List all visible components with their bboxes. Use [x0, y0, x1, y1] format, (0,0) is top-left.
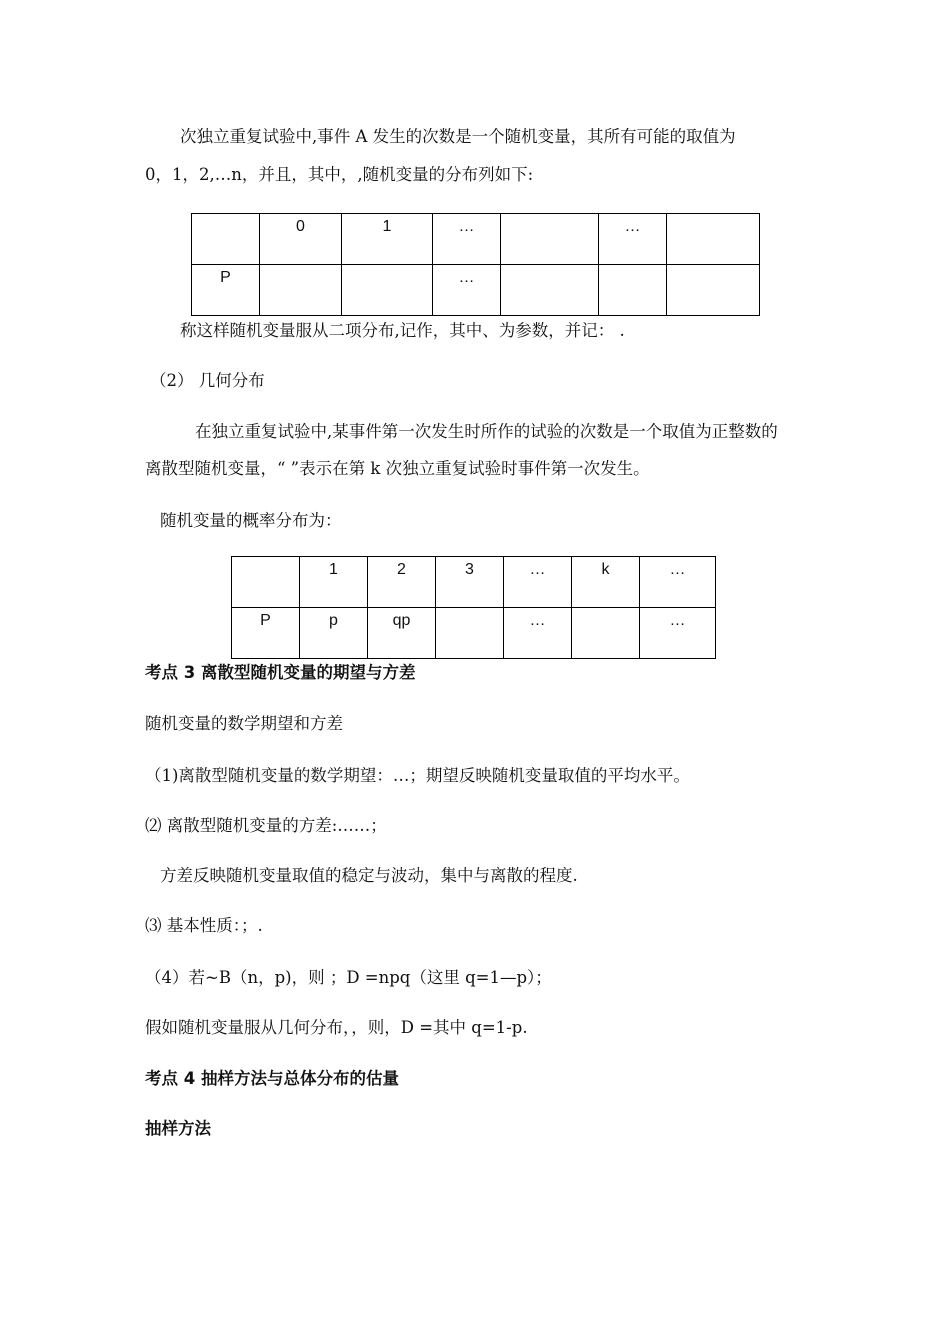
table-cell: 2 [368, 557, 436, 608]
table-cell: 1 [300, 557, 368, 608]
table-cell: … [504, 557, 572, 608]
table-cell: … [433, 214, 501, 265]
table-cell [667, 265, 760, 316]
table-row [232, 557, 716, 608]
geometric-distribution-table [231, 556, 716, 659]
binomial-expectation-item: （4）若~B（n，p)，则 ；D =npq（这里 q=1—p）； [145, 968, 552, 987]
expectation-item: （1)离散型随机变量的数学期望：…；期望反映随机变量取值的平均水平。 [145, 766, 690, 785]
geometric-intro: 随机变量的概率分布为： [160, 511, 342, 530]
table-cell: … [640, 608, 716, 659]
table-cell [260, 265, 342, 316]
table-cell [232, 557, 300, 608]
table-cell: … [599, 214, 667, 265]
table-cell: P [192, 265, 260, 316]
geometric-heading: （2） 几何分布 [150, 371, 265, 390]
variance-note: 方差反映随机变量取值的稳定与波动，集中与离散的程度. [160, 866, 578, 885]
table-row [232, 608, 716, 659]
table-cell [342, 265, 433, 316]
table-cell: k [572, 557, 640, 608]
binomial-distribution-table [191, 213, 760, 316]
geometric-para-line-2: 离散型随机变量，“ ”表示在第 k 次独立重复试验时事件第一次发生。 [145, 459, 650, 478]
table-cell: 0 [260, 214, 342, 265]
table-cell [436, 608, 504, 659]
section-4-subheading: 抽样方法 [145, 1119, 211, 1138]
section-3-heading: 考点 3 离散型随机变量的期望与方差 [145, 663, 416, 682]
table-cell: P [232, 608, 300, 659]
binomial-line-1: 次独立重复试验中,事件 A 发生的次数是一个随机变量，其所有可能的取值为 [180, 127, 736, 146]
section-4-heading: 考点 4 抽样方法与总体分布的估量 [145, 1069, 399, 1088]
table-row [192, 214, 760, 265]
table-cell [501, 265, 599, 316]
section-3-subheading: 随机变量的数学期望和方差 [145, 714, 343, 733]
table-cell: 1 [342, 214, 433, 265]
table-row [192, 265, 760, 316]
table-cell [572, 608, 640, 659]
table-cell: … [433, 265, 501, 316]
geometric-expectation-item: 假如随机变量服从几何分布，，则，D =其中 q=1-p. [145, 1018, 528, 1037]
binomial-line-2: 0，1，2,…n，并且，其中，,随机变量的分布列如下: [145, 165, 534, 184]
table-cell: 3 [436, 557, 504, 608]
geometric-para-line-1: 在独立重复试验中,某事件第一次发生时所作的试验的次数是一个取值为正整数的 [195, 422, 778, 441]
table-cell: … [504, 608, 572, 659]
properties-item: ⑶ 基本性质：；. [145, 916, 263, 935]
table-cell: … [640, 557, 716, 608]
table-cell [192, 214, 260, 265]
table-cell [667, 214, 760, 265]
table-cell: qp [368, 608, 436, 659]
variance-item: ⑵ 离散型随机变量的方差:……； [145, 816, 387, 835]
table-cell [501, 214, 599, 265]
table-cell: p [300, 608, 368, 659]
table-cell [599, 265, 667, 316]
binomial-definition: 称这样随机变量服从二项分布,记作，其中、为参数，并记： . [180, 321, 625, 340]
